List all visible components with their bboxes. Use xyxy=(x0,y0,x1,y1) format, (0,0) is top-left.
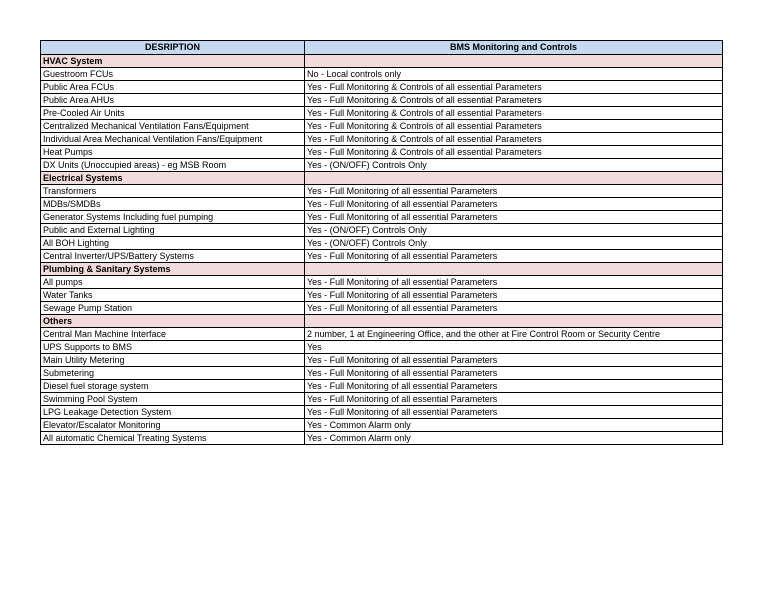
section-row xyxy=(41,172,723,185)
description-cell[interactable]: All BOH Lighting xyxy=(41,237,305,250)
description-cell[interactable]: Generator Systems Including fuel pumping xyxy=(41,211,305,224)
table-row xyxy=(41,224,723,237)
table-row xyxy=(41,419,723,432)
description-cell[interactable]: Pre-Cooled Air Units xyxy=(41,107,305,120)
section-title-cell[interactable]: Plumbing & Sanitary Systems xyxy=(41,263,305,276)
description-cell[interactable]: Central Inverter/UPS/Battery Systems xyxy=(41,250,305,263)
table-row xyxy=(41,211,723,224)
section-title-cell[interactable]: Others xyxy=(41,315,305,328)
table-row xyxy=(41,341,723,354)
table-row xyxy=(41,367,723,380)
table-row xyxy=(41,289,723,302)
table-row xyxy=(41,354,723,367)
description-cell[interactable]: DX Units (Unoccupied areas) - eg MSB Room xyxy=(41,159,305,172)
bms-value-cell[interactable]: Yes - Full Monitoring & Controls of all essential Parameters xyxy=(305,94,723,107)
header-description[interactable]: DESRIPTION xyxy=(41,41,305,55)
bms-value-cell[interactable]: No - Local controls only xyxy=(305,68,723,81)
bms-value-cell[interactable]: Yes - Common Alarm only xyxy=(305,419,723,432)
table-row xyxy=(41,250,723,263)
table-row xyxy=(41,432,723,445)
table-header xyxy=(41,41,723,55)
table-row xyxy=(41,133,723,146)
table-row xyxy=(41,237,723,250)
bms-value-cell[interactable]: Yes - (ON/OFF) Controls Only xyxy=(305,159,723,172)
table-row xyxy=(41,185,723,198)
description-cell[interactable]: Diesel fuel storage system xyxy=(41,380,305,393)
bms-value-cell[interactable]: Yes - (ON/OFF) Controls Only xyxy=(305,224,723,237)
bms-value-cell[interactable]: Yes - Full Monitoring of all essential Parameters xyxy=(305,393,723,406)
bms-value-cell[interactable]: Yes - (ON/OFF) Controls Only xyxy=(305,237,723,250)
section-empty-cell[interactable] xyxy=(305,263,723,276)
section-empty-cell[interactable] xyxy=(305,315,723,328)
table-row xyxy=(41,276,723,289)
description-cell[interactable]: UPS Supports to BMS xyxy=(41,341,305,354)
table-row xyxy=(41,107,723,120)
section-title-cell[interactable]: Electrical Systems xyxy=(41,172,305,185)
description-cell[interactable]: All automatic Chemical Treating Systems xyxy=(41,432,305,445)
table-row xyxy=(41,94,723,107)
bms-value-cell[interactable]: Yes - Full Monitoring of all essential Parameters xyxy=(305,211,723,224)
description-cell[interactable]: Submetering xyxy=(41,367,305,380)
bms-value-cell[interactable]: Yes - Full Monitoring & Controls of all essential Parameters xyxy=(305,107,723,120)
bms-value-cell[interactable]: Yes - Full Monitoring & Controls of all essential Parameters xyxy=(305,146,723,159)
table-row xyxy=(41,120,723,133)
table-row xyxy=(41,406,723,419)
section-row xyxy=(41,315,723,328)
table-row xyxy=(41,81,723,94)
description-cell[interactable]: Central Man Machine Interface xyxy=(41,328,305,341)
description-cell[interactable]: Elevator/Escalator Monitoring xyxy=(41,419,305,432)
table-row xyxy=(41,380,723,393)
table-row xyxy=(41,198,723,211)
header-row xyxy=(41,41,723,55)
description-cell[interactable]: Public Area FCUs xyxy=(41,81,305,94)
bms-value-cell[interactable]: Yes - Full Monitoring of all essential Parameters xyxy=(305,302,723,315)
table-body xyxy=(41,55,723,445)
bms-spec-table xyxy=(40,40,723,445)
bms-value-cell[interactable]: Yes - Full Monitoring of all essential Parameters xyxy=(305,289,723,302)
header-bms-monitoring[interactable]: BMS Monitoring and Controls xyxy=(305,41,723,55)
section-row xyxy=(41,55,723,68)
bms-value-cell[interactable]: Yes - Full Monitoring of all essential Parameters xyxy=(305,367,723,380)
description-cell[interactable]: Sewage Pump Station xyxy=(41,302,305,315)
description-cell[interactable]: All pumps xyxy=(41,276,305,289)
description-cell[interactable]: Heat Pumps xyxy=(41,146,305,159)
bms-value-cell[interactable]: Yes - Full Monitoring of all essential Parameters xyxy=(305,250,723,263)
section-empty-cell[interactable] xyxy=(305,172,723,185)
description-cell[interactable]: Main Utility Metering xyxy=(41,354,305,367)
section-row xyxy=(41,263,723,276)
description-cell[interactable]: Swimming Pool System xyxy=(41,393,305,406)
description-cell[interactable]: Water Tanks xyxy=(41,289,305,302)
section-title-cell[interactable]: HVAC System xyxy=(41,55,305,68)
bms-value-cell[interactable]: Yes - Full Monitoring & Controls of all essential Parameters xyxy=(305,120,723,133)
table-row xyxy=(41,146,723,159)
bms-value-cell[interactable]: Yes - Full Monitoring of all essential Parameters xyxy=(305,198,723,211)
bms-value-cell[interactable]: Yes - Full Monitoring of all essential Parameters xyxy=(305,276,723,289)
description-cell[interactable]: Individual Area Mechanical Ventilation Fans/Equipment xyxy=(41,133,305,146)
bms-value-cell[interactable]: Yes - Full Monitoring of all essential Parameters xyxy=(305,406,723,419)
description-cell[interactable]: Guestroom FCUs xyxy=(41,68,305,81)
bms-value-cell[interactable]: Yes - Full Monitoring of all essential Parameters xyxy=(305,380,723,393)
bms-value-cell[interactable]: Yes - Common Alarm only xyxy=(305,432,723,445)
bms-value-cell[interactable]: Yes xyxy=(305,341,723,354)
description-cell[interactable]: Transformers xyxy=(41,185,305,198)
description-cell[interactable]: Centralized Mechanical Ventilation Fans/Equipment xyxy=(41,120,305,133)
description-cell[interactable]: Public and External Lighting xyxy=(41,224,305,237)
table-row xyxy=(41,393,723,406)
table-row xyxy=(41,159,723,172)
description-cell[interactable]: Public Area AHUs xyxy=(41,94,305,107)
bms-value-cell[interactable]: Yes - Full Monitoring of all essential Parameters xyxy=(305,185,723,198)
bms-value-cell[interactable]: Yes - Full Monitoring of all essential Parameters xyxy=(305,354,723,367)
description-cell[interactable]: LPG Leakage Detection System xyxy=(41,406,305,419)
section-empty-cell[interactable] xyxy=(305,55,723,68)
table-row xyxy=(41,302,723,315)
bms-value-cell[interactable]: 2 number, 1 at Engineering Office, and the other at Fire Control Room or Security Centre xyxy=(305,328,723,341)
description-cell[interactable]: MDBs/SMDBs xyxy=(41,198,305,211)
table-row xyxy=(41,328,723,341)
table-row xyxy=(41,68,723,81)
bms-value-cell[interactable]: Yes - Full Monitoring & Controls of all essential Parameters xyxy=(305,133,723,146)
bms-value-cell[interactable]: Yes - Full Monitoring & Controls of all essential Parameters xyxy=(305,81,723,94)
